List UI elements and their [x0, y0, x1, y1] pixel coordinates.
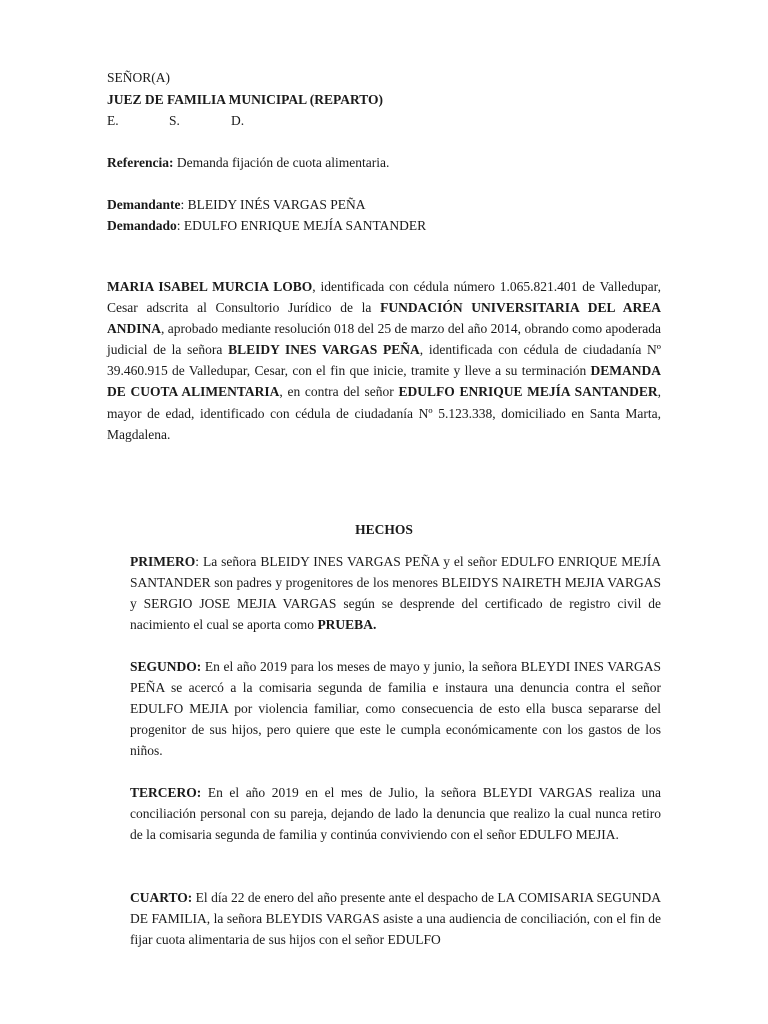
esd-d: D.	[231, 113, 245, 128]
attorney-name: MARIA ISABEL MURCIA LOBO	[107, 279, 313, 294]
fact-primero-proof: PRUEBA.	[317, 617, 377, 633]
fact-primero-label: PRIMERO	[130, 554, 196, 569]
fact-primero-text: : La señora BLEIDY INES VARGAS PEÑA y el señor EDULFO ENRIQUE MEJÍA SANTANDER son padres y progenitores de los menores BLEIDYS NAIRETH MEJIA VARGAS y SERGIO JOSE MEJIA VARGAS según se desprende del certificado de registro civil de nacimiento el cual se aporta como	[130, 554, 661, 633]
fact-cuarto-label: CUARTO:	[130, 890, 193, 905]
reference-label: Referencia:	[107, 155, 174, 170]
fact-primero	[130, 551, 661, 635]
foundation-name: FUNDACIÓN UNIVERSITARIA DEL AREA ANDINA	[107, 300, 661, 337]
fact-segundo-text: En el año 2019 para los meses de mayo y junio, la señora BLEYDI INES VARGAS PEÑA se acercó a la comisaria segunda de familia e instaura una denuncia contra el señor EDULFO MEJIA por violencia familiar, como consecuencia de esto ella busca separarse del progenitor de sus hijos, pero quiere que este le cumpla económicamente con los gastos de los niños.	[130, 659, 661, 759]
salutation: SEÑOR(A)	[107, 70, 170, 85]
esd-line	[107, 113, 244, 129]
plaintiff-text: : BLEIDY INÉS VARGAS PEÑA	[180, 197, 366, 212]
fact-segundo-label: SEGUNDO:	[130, 659, 202, 674]
facts-heading: HECHOS	[355, 522, 413, 537]
intro-text-5: , mayor de edad, identificado con cédula de ciudadanía Nº 5.123.338, domiciliado en Santa Marta, Magdalena.	[107, 384, 661, 442]
claim-type: DEMANDA DE CUOTA ALIMENTARIA	[107, 363, 661, 400]
esd-s: S.	[169, 113, 180, 128]
fact-cuarto	[130, 887, 661, 950]
reference-line	[107, 155, 389, 171]
fact-tercero-text: En el año 2019 en el mes de Julio, la señora BLEYDI VARGAS realiza una conciliación personal con su pareja, dejando de lado la denuncia que realizo la cual nunca retiro de la comisaria segunda de familia y continúa conviviendo con el señor EDULFO MEJIA.	[130, 785, 661, 843]
defendant-text: : EDULFO ENRIQUE MEJÍA SANTANDER	[176, 218, 427, 233]
defendant-name: EDULFO ENRIQUE MEJÍA SANTANDER	[398, 384, 658, 400]
fact-tercero-label: TERCERO:	[130, 785, 202, 800]
fact-segundo	[130, 656, 661, 761]
addressee: JUEZ DE FAMILIA MUNICIPAL (REPARTO)	[107, 92, 384, 107]
intro-text-2: , aprobado mediante resolución 018 del 25 de marzo del año 2014, obrando como apoderada judicial de la señora	[107, 321, 661, 358]
defendant-line	[107, 218, 426, 234]
intro-text-3: , identificada con cédula de ciudadanía Nº 39.460.915 de Valledupar, Cesar, con el fin que inicie, tramite y lleve a su terminación	[107, 342, 661, 379]
plaintiff-name: BLEIDY INES VARGAS PEÑA	[228, 342, 420, 358]
esd-e: E.	[107, 113, 119, 128]
plaintiff-line	[107, 197, 366, 213]
intro-text-1: , identificada con cédula número 1.065.821.401 de Valledupar, Cesar adscrita al Consultorio Jurídico de la	[107, 279, 661, 316]
intro-text-4: , en contra del señor	[279, 384, 399, 400]
fact-cuarto-text: El día 22 de enero del año presente ante el despacho de LA COMISARIA SEGUNDA DE FAMILIA, la señora BLEYDIS VARGAS asiste a una audiencia de conciliación, con el fin de fijar cuota alimentaria de sus hijos con el señor EDULFO	[130, 890, 661, 948]
fact-tercero	[130, 782, 661, 845]
intro-paragraph	[107, 276, 661, 445]
reference-text: Demanda fijación de cuota alimentaria.	[173, 155, 390, 170]
defendant-label: Demandado	[107, 218, 177, 233]
plaintiff-label: Demandante	[107, 197, 181, 212]
